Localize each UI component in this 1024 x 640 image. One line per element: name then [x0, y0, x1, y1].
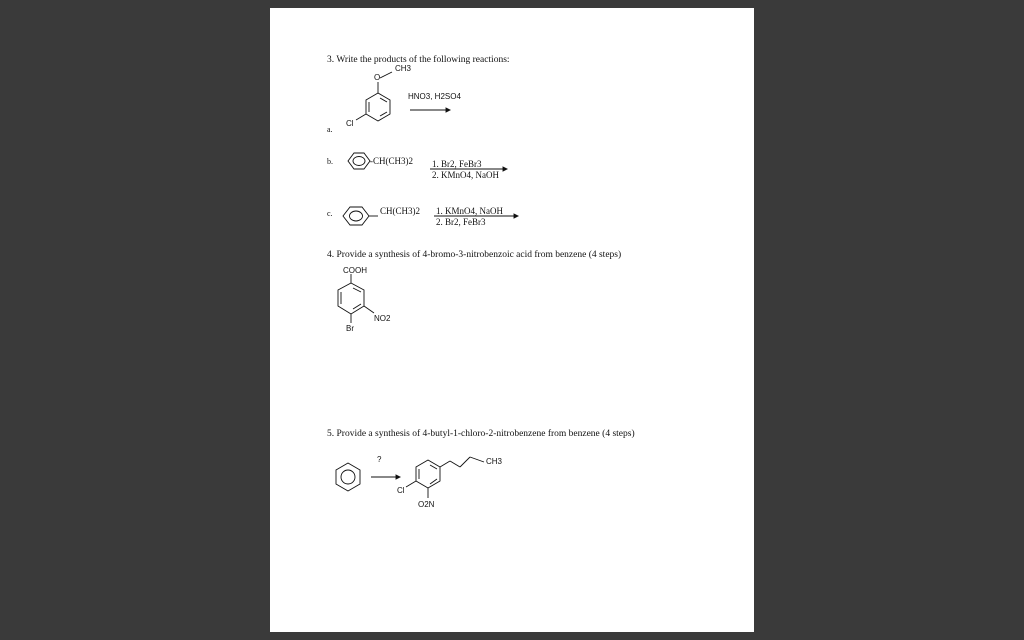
- 3c-item-label: c.: [327, 209, 333, 218]
- 5-question-mark: ?: [377, 455, 382, 464]
- ring-5-product: [406, 457, 484, 498]
- ring-3c: [343, 207, 378, 225]
- 3b-step1: 1. Br2, FeBr3: [432, 159, 482, 169]
- ring-3b: [348, 153, 370, 169]
- 3b-substituent: -CH(CH3)2: [370, 156, 413, 166]
- 3a-cl-label: Cl: [346, 119, 354, 128]
- 3c-step1: 1. KMnO4, NaOH: [436, 206, 503, 216]
- 4-cooh-label: COOH: [343, 266, 367, 275]
- question-3-title: 3. Write the products of the following reactions:: [327, 55, 510, 65]
- 3a-oxygen-label: O: [374, 73, 381, 82]
- question-5-title: 5. Provide a synthesis of 4-butyl-1-chloro-2-nitrobenzene from benzene (4 steps): [327, 429, 635, 439]
- structure-drawings: [270, 8, 754, 632]
- 3c-step2: 2. Br2, FeBr3: [436, 217, 486, 227]
- benzene-5: [336, 463, 360, 491]
- 3a-item-label: a.: [327, 125, 333, 134]
- document-page: [270, 8, 754, 632]
- 3b-step2: 2. KMnO4, NaOH: [432, 170, 499, 180]
- 4-no2-label: NO2: [374, 314, 391, 323]
- 3c-substituent: CH(CH3)2: [380, 206, 420, 216]
- question-4-title: 4. Provide a synthesis of 4-bromo-3-nitrobenzoic acid from benzene (4 steps): [327, 250, 622, 260]
- 5-cl-label: Cl: [397, 486, 405, 495]
- 3a-reagents: HNO3, H2SO4: [408, 92, 461, 101]
- 3b-item-label: b.: [327, 157, 333, 166]
- 5-o2n-label: O2N: [418, 500, 435, 509]
- 4-br-label: Br: [346, 324, 354, 333]
- ring-4: [338, 274, 374, 323]
- 3a-ch3-label: CH3: [395, 64, 412, 73]
- 5-ch3-label: CH3: [486, 457, 503, 466]
